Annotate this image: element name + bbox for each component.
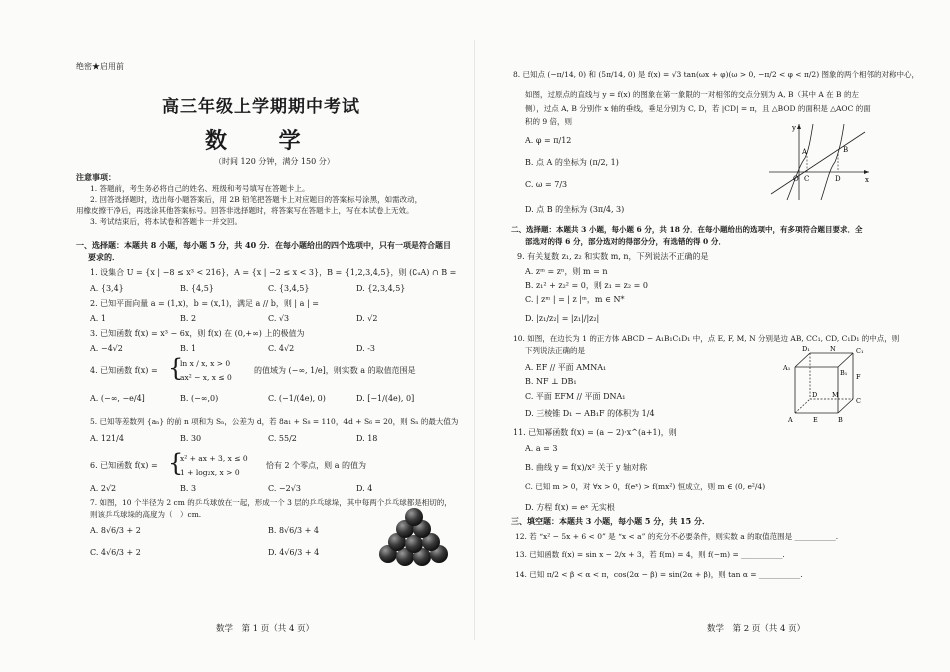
question-4-piece-1: ln x / x, x > 0 bbox=[180, 359, 231, 368]
page-2-footer: 数学 第 2 页（共 4 页） bbox=[707, 624, 806, 634]
section-1-heading-cont: 要求的． bbox=[88, 252, 120, 262]
question-7-option-c: C. 4√6/3 + 2 bbox=[90, 548, 141, 557]
graph-x-label: x bbox=[865, 176, 869, 184]
question-6-option-d: D. 4 bbox=[356, 484, 373, 493]
cube-label-b: B bbox=[838, 416, 843, 424]
question-2-option-c: C. √3 bbox=[268, 314, 290, 323]
question-8-option-d: D. 点 B 的坐标为 (3π/4, 3) bbox=[525, 205, 625, 214]
question-8-option-b: B. 点 A 的坐标为 (π/2, 1) bbox=[525, 158, 619, 167]
question-4-option-d: D. [−1/(4e), 0] bbox=[356, 394, 415, 403]
cube-label-d1: D₁ bbox=[802, 345, 810, 353]
subject-title: 数 学 bbox=[205, 128, 323, 154]
graph-point-o: O bbox=[793, 175, 799, 183]
cube-label-f: F bbox=[856, 373, 861, 381]
question-10-option-d: D. 三棱锥 D₁ − AB₁F 的体积为 1/4 bbox=[525, 409, 655, 418]
question-10-option-c: C. 平面 EFM // 平面 DNA₁ bbox=[525, 392, 626, 401]
question-8-option-c: C. ω = 7/3 bbox=[525, 180, 568, 189]
question-3-option-d: D. -3 bbox=[356, 344, 376, 353]
question-6-suffix: 恰有 2 个零点，则 a 的值为 bbox=[266, 461, 367, 470]
notice-1: 1. 答题前，考生务必将自己的姓名、班级和考号填写在答题卡上。 bbox=[90, 184, 310, 193]
question-1-stem: 1. 设集合 U = {x | −8 ≤ x³ < 216}，A = {x | −2 ≤ x < 3}，B = {1,2,3,4,5}，则 (∁ᵤA) ∩ B = bbox=[90, 268, 457, 277]
question-9-option-a: A. zᵐ = zⁿ，则 m = n bbox=[525, 267, 608, 276]
cube-label-d: D bbox=[812, 391, 818, 399]
question-5-option-b: B. 30 bbox=[180, 434, 202, 443]
cube-label-a1: A₁ bbox=[783, 364, 791, 372]
question-9-option-d: D. |z₁/z₂| = |z₁|/|z₂| bbox=[525, 314, 600, 323]
question-4-option-c: C. (−1/(4e), 0) bbox=[268, 394, 326, 403]
cube-figure bbox=[780, 345, 880, 429]
question-7-stem-cont: 则该乒乓球垛的高度为（ ）cm. bbox=[90, 510, 202, 519]
question-1-option-a: A. {3,4} bbox=[90, 284, 124, 293]
section-2-heading-cont: 部选对的得 6 分，部分选对的得部分分，有选错的得 0 分． bbox=[525, 237, 726, 246]
section-2-heading: 二、选择题：本题共 3 小题，每小题 6 分，共 18 分．在每小题给出的选项中，有多项符合题目要求．全 bbox=[511, 225, 863, 234]
question-3-option-b: B. 1 bbox=[180, 344, 197, 353]
question-5-option-c: C. 55/2 bbox=[268, 434, 297, 443]
question-1-option-c: C. {3,4,5} bbox=[268, 284, 310, 293]
question-4-piece-2: ax² − x, x ≤ 0 bbox=[180, 373, 232, 382]
question-9-option-b: B. z₁² + z₂² = 0，则 z₁ = z₂ = 0 bbox=[525, 281, 648, 290]
page-1-footer: 数学 第 1 页（共 4 页） bbox=[216, 624, 315, 634]
question-2-option-d: D. √2 bbox=[356, 314, 378, 323]
notice-heading: 注意事项： bbox=[76, 172, 116, 182]
question-10-stem: 10. 如图，在边长为 1 的正方体 ABCD − A₁B₁C₁D₁ 中，点 E, F, M, N 分别是边 AB, CC₁, CD, C₁D₁ 的中点，则 bbox=[513, 334, 900, 343]
question-10-stem-cont: 下列说法正确的是 bbox=[525, 346, 585, 355]
question-8-option-a: A. φ = π/12 bbox=[525, 136, 572, 145]
question-5-option-d: D. 18 bbox=[356, 434, 378, 443]
graph-point-b: B bbox=[843, 146, 849, 154]
time-note: （时间 120 分钟，满分 150 分） bbox=[214, 157, 335, 166]
question-13: 13. 已知函数 f(x) = sin x − 2/x + 3，若 f(m) = 4，则 f(−m) = ___________. bbox=[515, 550, 785, 559]
notice-3: 3. 考试结束后，将本试卷和答题卡一并交回。 bbox=[90, 217, 243, 226]
cube-label-n: N bbox=[830, 345, 836, 353]
question-6-option-a: A. 2√2 bbox=[90, 484, 117, 493]
section-3-heading: 三、填空题：本题共 3 小题，每小题 5 分，共 15 分． bbox=[511, 516, 710, 526]
question-2-stem: 2. 已知平面向量 a = (1,x)，b = (x,1)，满足 a // b，则 | a | = bbox=[90, 299, 319, 308]
question-6-prefix: 6. 已知函数 f(x) = bbox=[90, 461, 158, 470]
question-9-option-c: C. | zᵐ | = | z |ᵐ，m ∈ N* bbox=[525, 295, 625, 304]
cube-label-a: A bbox=[788, 416, 793, 424]
question-6-option-c: C. −2√3 bbox=[268, 484, 301, 493]
question-3-option-c: C. 4√2 bbox=[268, 344, 295, 353]
question-11-option-c: C. 已知 m > 0，对 ∀x > 0，f(eˣ) > f(mx²) 恒成立，则 m ∈ (0, e²/4) bbox=[525, 482, 766, 491]
question-12: 12. 若 “x² − 5x + 6 < 0” 是 “x < a” 的充分不必要条件，则实数 a 的取值范围是 ___________. bbox=[515, 532, 839, 541]
graph-y-label: y bbox=[792, 124, 796, 132]
line-through-origin bbox=[771, 132, 865, 194]
question-10-option-b: B. NF ⊥ DB₁ bbox=[525, 377, 577, 386]
cube-label-m: M bbox=[832, 391, 839, 399]
notice-2: 2. 回答选择题时，选出每小题答案后，用 2B 铅笔把答题卡上对应题目的答案标号涂黑，如需改动， bbox=[90, 195, 423, 204]
question-1-option-d: D. {2,3,4,5} bbox=[356, 284, 406, 293]
question-4-brace: { bbox=[168, 354, 184, 382]
question-7-stem: 7. 如图，10 个半径为 2 cm 的乒乓球放在一起，形成一个 3 层的乒乓球垛，其中每两个乒乓球都是相切的， bbox=[90, 498, 452, 507]
question-4-suffix: 的值域为 (−∞, 1/e]，则实数 a 的取值范围是 bbox=[254, 366, 416, 375]
question-7-option-a: A. 8√6/3 + 2 bbox=[90, 526, 141, 535]
question-8-line-1: 8. 已知点 (−π/14, 0) 和 (5π/14, 0) 是 f(x) = √3 tan(ωx + φ)(ω > 0, −π/2 < φ < π/2) 图象的两个相邻的对称中心， bbox=[513, 70, 919, 79]
tangent-branch-2 bbox=[821, 124, 844, 200]
secret-label: 绝密★启用前 bbox=[76, 62, 124, 71]
question-4-option-b: B. (−∞,0) bbox=[180, 394, 219, 403]
cube-label-c1: C₁ bbox=[856, 347, 864, 355]
question-5-stem: 5. 已知等差数列 {aₙ} 的前 n 项和为 Sₙ，公差为 d，若 8a₁ + S₈ = 110，4d + S₆ = 20，则 Sₙ 的最大值为 bbox=[90, 417, 459, 426]
ping-pong-stack-figure bbox=[378, 506, 450, 568]
question-8-line-3: 侧），过点 A, B 分别作 x 轴的垂线，垂足分别为 C, D，若 |CD| = π，且 △BOD 的面积是 △AOC 的面 bbox=[525, 104, 871, 113]
graph-point-d: D bbox=[835, 175, 841, 183]
cube-label-b1: B₁ bbox=[840, 369, 848, 377]
question-14: 14. 已知 π/2 < β < α < π，cos(2α − β) = sin(2α + β)，则 tan α = ___________. bbox=[515, 570, 803, 579]
question-6-option-b: B. 3 bbox=[180, 484, 197, 493]
graph-point-a: A bbox=[802, 148, 808, 156]
cube-label-e: E bbox=[813, 416, 818, 424]
question-6-piece-2: 1 + log₂x, x > 0 bbox=[180, 468, 240, 477]
question-3-option-a: A. −4√2 bbox=[90, 344, 123, 353]
question-2-option-a: A. 1 bbox=[90, 314, 106, 323]
question-8-line-2: 如图，过原点的直线与 y = f(x) 的图象在第一象限的一对相邻的交点分别为 A, B（其中 A 在 B 的左 bbox=[525, 90, 859, 99]
question-10-option-a: A. EF // 平面 AMNA₁ bbox=[525, 363, 607, 372]
exam-title: 高三年级上学期期中考试 bbox=[162, 97, 360, 117]
question-4-prefix: 4. 已知函数 f(x) = bbox=[90, 366, 158, 375]
question-9-stem: 9. 有关复数 z₁, z₂ 和实数 m, n，下列说法不正确的是 bbox=[517, 252, 709, 261]
question-3-stem: 3. 已知函数 f(x) = x³ − 6x，则 f(x) 在 (0,+∞) 上的极值为 bbox=[90, 329, 305, 338]
notice-2-cont: 用橡皮擦干净后，再选涂其他答案标号。回答非选择题时，将答案写在答题卡上，写在本试卷上无效。 bbox=[76, 206, 414, 215]
question-11-stem: 11. 已知幂函数 f(x) = (a − 2)·x^(a+1)，则 bbox=[513, 428, 677, 437]
cube-label-c: C bbox=[856, 397, 861, 405]
question-4-option-a: A. (−∞, −e/4] bbox=[90, 394, 145, 403]
question-8-line-4: 积的 9 倍，则 bbox=[525, 117, 573, 126]
question-11-option-d: D. 方程 f(x) = eˣ 无实根 bbox=[525, 503, 615, 512]
question-5-option-a: A. 121/4 bbox=[90, 434, 124, 443]
graph-point-c: C bbox=[804, 175, 810, 183]
question-11-option-b: B. 曲线 y = f(x)/x² 关于 y 轴对称 bbox=[525, 463, 648, 472]
question-6-brace: { bbox=[168, 449, 184, 477]
question-6-piece-1: x² + ax + 3, x ≤ 0 bbox=[180, 454, 248, 463]
question-1-option-b: B. {4,5} bbox=[180, 284, 214, 293]
tangent-branch-1 bbox=[787, 124, 813, 200]
question-7-option-d: D. 4√6/3 + 4 bbox=[268, 548, 320, 557]
question-11-option-a: A. a = 3 bbox=[525, 444, 558, 453]
section-1-heading: 一、选择题：本题共 8 小题，每小题 5 分，共 40 分．在每小题给出的四个选项中，只有一项是符合题目 bbox=[76, 240, 451, 250]
page-divider bbox=[474, 40, 475, 640]
question-2-option-b: B. 2 bbox=[180, 314, 197, 323]
tangent-graph-figure bbox=[765, 120, 875, 204]
question-7-option-b: B. 8√6/3 + 4 bbox=[268, 526, 319, 535]
